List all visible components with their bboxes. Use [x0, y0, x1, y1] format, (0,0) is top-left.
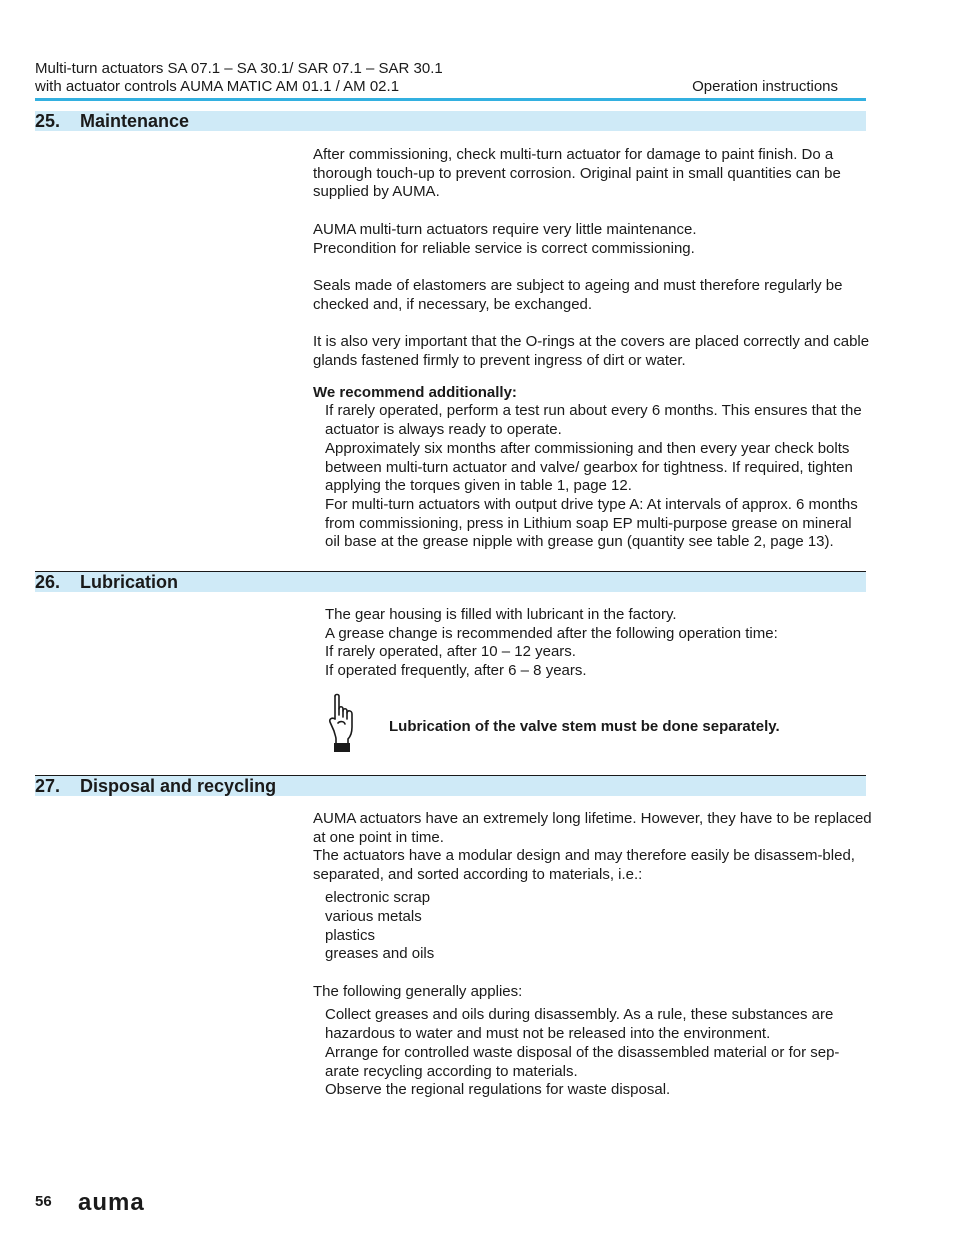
- section-number: 27.: [35, 776, 61, 796]
- header-doc-type: Operation instructions: [692, 78, 838, 95]
- section-title: Lubrication: [80, 572, 178, 592]
- auma-logo-text: auma: [78, 1189, 145, 1216]
- material-item: various metals: [325, 908, 422, 925]
- maintenance-paragraph: After commissioning, check multi-turn actuator for damage to paint finish. Do a thorough touch-up to prevent corrosion. Original paint in small quantities can be supplied by AUMA.: [313, 146, 841, 201]
- section-number: 26.: [35, 572, 61, 592]
- page-header: [35, 60, 866, 102]
- section-title: Maintenance: [80, 111, 190, 131]
- disposal-paragraph: The actuators have a modular design and may therefore easily be disassem-bled, separated, and sorted according to materials, i.e.:: [313, 847, 855, 883]
- section-number: 25.: [35, 111, 61, 131]
- disposal-rule: Observe the regional regulations for waste disposal.: [325, 1081, 671, 1098]
- disposal-paragraph: AUMA actuators have an extremely long lifetime. However, they have to be replaced at one point in time.: [313, 810, 872, 846]
- recommend-item: If rarely operated, perform a test run about every 6 months. This ensures that the actuator is always ready to operate.: [325, 402, 862, 438]
- recommend-heading: We recommend additionally:: [313, 384, 517, 401]
- lubrication-line: The gear housing is filled with lubricant in the factory.: [325, 606, 677, 623]
- maintenance-paragraph: Seals made of elastomers are subject to ageing and must therefore regularly be checked and, if necessary, be exchanged.: [313, 277, 843, 313]
- header-controls-line: with actuator controls AUMA MATIC AM 01.1 / AM 02.1: [35, 78, 400, 95]
- section-heading-maintenance: [35, 111, 866, 131]
- pointing-hand-icon: [326, 693, 358, 755]
- section-title: Disposal and recycling: [80, 776, 277, 796]
- disposal-rule: Collect greases and oils during disassembly. As a rule, these substances are hazardous to water and must not be released into the environment.: [325, 1006, 834, 1042]
- section-heading-lubrication: [35, 571, 866, 592]
- material-item: greases and oils: [325, 945, 435, 962]
- recommend-item: For multi-turn actuators with output drive type A: At intervals of approx. 6 months from commissioning, press in Lithium soap EP multi-purpose grease on mineral oil base at the grease nipple with grease gun (quantity see table 2, page 13).: [325, 496, 858, 551]
- lubrication-note: Lubrication of the valve stem must be done separately.: [389, 718, 780, 735]
- lubrication-line: A grease change is recommended after the following operation time:: [325, 625, 778, 642]
- disposal-applies: The following generally applies:: [313, 983, 523, 1000]
- disposal-rule: Arrange for controlled waste disposal of the disassembled material or for sep-arate recycling according to materials.: [325, 1044, 840, 1080]
- header-product-line: Multi-turn actuators SA 07.1 – SA 30.1/ SAR 07.1 – SAR 30.1: [35, 60, 443, 77]
- lubrication-line: If operated frequently, after 6 – 8 years.: [325, 662, 587, 679]
- material-item: electronic scrap: [325, 889, 431, 906]
- header-rule: [35, 98, 866, 101]
- recommend-item: Approximately six months after commissioning and then every year check bolts between multi-turn actuator and valve/ gearbox for tightness. If required, tighten applying the torques given in table 1, page 12.: [325, 440, 853, 495]
- lubrication-line: If rarely operated, after 10 – 12 years.: [325, 643, 576, 660]
- material-item: plastics: [325, 927, 376, 944]
- page-number: 56: [35, 1193, 52, 1210]
- maintenance-paragraph: AUMA multi-turn actuators require very little maintenance. Precondition for reliable service is correct commissioning.: [313, 221, 697, 257]
- section-heading-disposal: [35, 775, 866, 796]
- maintenance-paragraph: It is also very important that the O-rings at the covers are placed correctly and cable glands fastened firmly to prevent ingress of dirt or water.: [313, 333, 870, 369]
- auma-logo: [78, 1188, 154, 1216]
